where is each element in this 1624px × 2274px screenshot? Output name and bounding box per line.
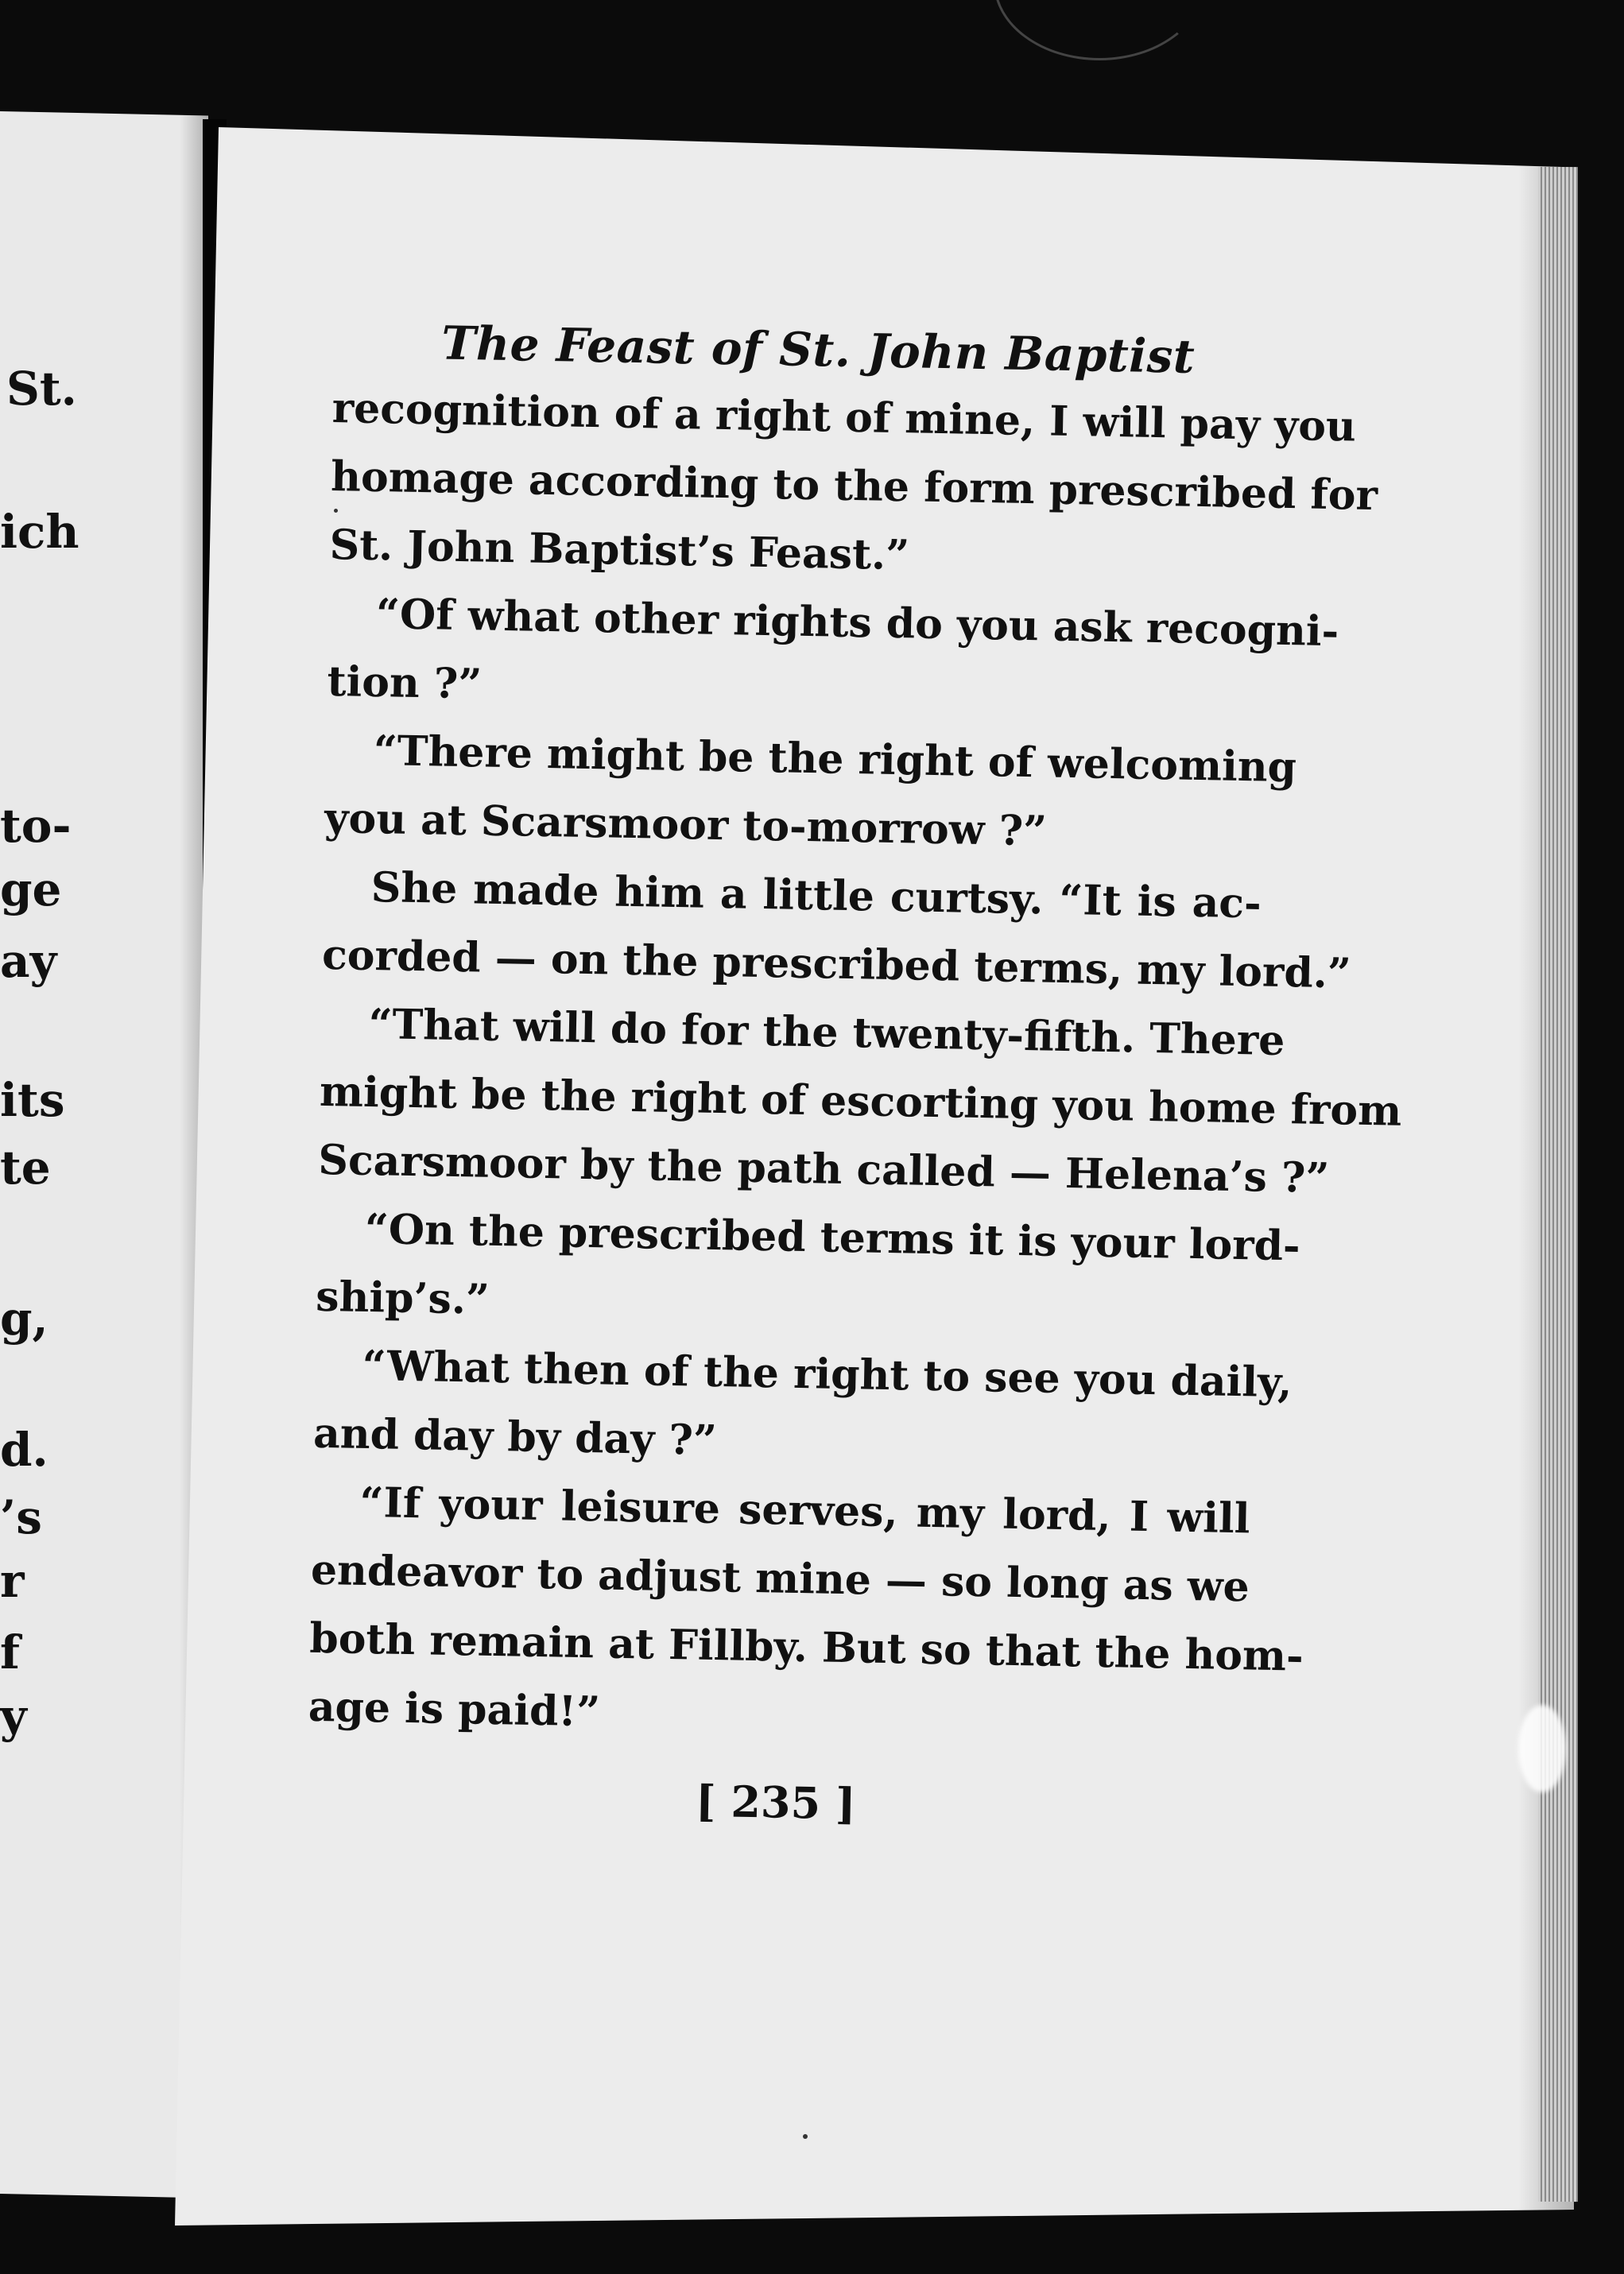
text-line: “Of what other rights do you ask recogni- bbox=[375, 590, 1339, 657]
text-line: corded — on the prescribed terms, my lord.” bbox=[321, 930, 1352, 998]
text-line: you at Scarsmoor to-morrow ?” bbox=[324, 793, 1048, 856]
text-line: might be the right of escorting you home from bbox=[319, 1067, 1402, 1136]
left-page-fragment: its bbox=[0, 1073, 65, 1127]
text-line: “There might be the right of welcoming bbox=[373, 726, 1297, 792]
text-line: “What then of the right to see you daily, bbox=[362, 1341, 1293, 1408]
text-line: age is paid!” bbox=[308, 1682, 601, 1737]
left-page-fragment: ’s bbox=[0, 1490, 42, 1544]
text-line: “On the prescribed terms it is your lord- bbox=[364, 1204, 1301, 1271]
page-text-block bbox=[306, 314, 1402, 1836]
page-number: [ 235 ] bbox=[695, 1775, 857, 1830]
text-line: Scarsmoor by the path called — Helena’s ?” bbox=[317, 1135, 1330, 1203]
text-line: “That will do for the twenty-fifth. There bbox=[368, 999, 1285, 1066]
text-line: and day by day ?” bbox=[312, 1408, 718, 1466]
text-line: homage according to the form prescribed for bbox=[330, 451, 1378, 521]
left-page-fragment: St. bbox=[6, 362, 77, 416]
left-page-fragment: r bbox=[0, 1554, 25, 1608]
running-head: The Feast of St. John Baptist bbox=[440, 316, 1196, 384]
text-line: St. John Baptist’s Feast.” bbox=[329, 520, 910, 580]
text-line: ship’s.” bbox=[315, 1272, 490, 1324]
left-page-fragment: ge bbox=[0, 862, 62, 916]
text-line: tion ?” bbox=[326, 657, 483, 709]
left-page-fragment: d. bbox=[0, 1423, 48, 1477]
left-page-fragment: to- bbox=[0, 799, 72, 853]
text-line: “If your leisure serves, my lord, I will bbox=[359, 1478, 1250, 1544]
left-page-fragment: y bbox=[0, 1689, 27, 1743]
left-page-fragment: f bbox=[0, 1625, 20, 1679]
speck bbox=[803, 2134, 808, 2139]
text-line: both remain at Fillby. But so that the hom- bbox=[308, 1613, 1304, 1681]
stacked-page-edges bbox=[1538, 167, 1578, 2202]
text-line: recognition of a right of mine, I will pay you bbox=[331, 383, 1357, 451]
left-page-fragment: g, bbox=[0, 1292, 48, 1346]
text-line: She made him a little curtsy. “It is ac- bbox=[370, 862, 1262, 928]
scan-smudge bbox=[1518, 1705, 1566, 1792]
left-page-fragment: ay bbox=[0, 934, 57, 988]
left-page-fragment: te bbox=[0, 1141, 51, 1195]
text-line: endeavor to adjust mine — so long as we bbox=[310, 1545, 1250, 1612]
left-page-fragment: ich bbox=[0, 505, 79, 559]
